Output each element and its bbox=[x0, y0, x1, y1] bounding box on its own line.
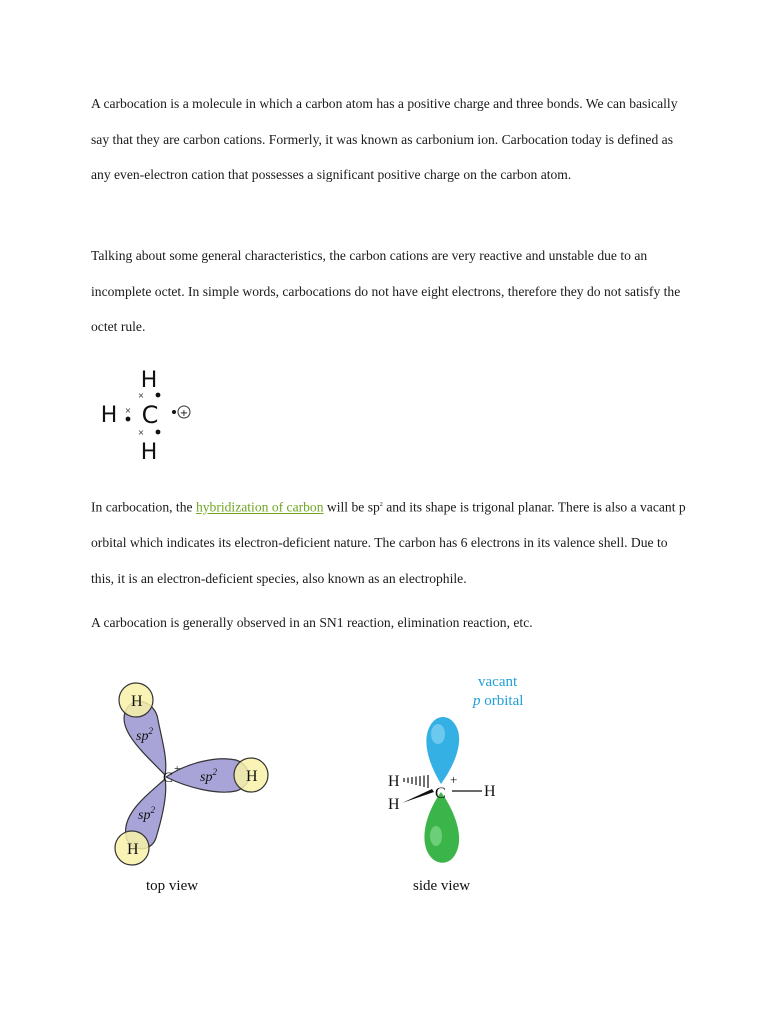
lewis-top-dot bbox=[156, 393, 161, 398]
lewis-top-cross: × bbox=[137, 391, 145, 400]
hybridization-paragraph bbox=[91, 488, 691, 596]
solid-wedge-bond bbox=[402, 789, 434, 803]
intro-paragraph: A carbocation is a molecule in which a carbon atom has a positive charge and three bonds. We can basically say that they are carbon cations. Formerly, it was known as carbonium ion. Carbocation today is defined as any even-electron cation that possesses a significant positive charge on the carbon atom. bbox=[91, 96, 678, 183]
sp2-label-lower: $sp^2$ bbox=[138, 805, 155, 823]
side-view-diagram bbox=[380, 668, 550, 905]
bottom-h-label: H bbox=[127, 841, 139, 858]
top-view-charge: + bbox=[174, 763, 181, 775]
lewis-structure-diagram bbox=[95, 362, 205, 462]
vacant-p-orbital-lower-lobe bbox=[424, 792, 459, 863]
lewis-center-c: C bbox=[141, 401, 159, 429]
p3-text-before-link: In carbocation, the bbox=[91, 499, 196, 515]
lewis-bottom-dot bbox=[156, 430, 161, 435]
right-h-label: H bbox=[246, 768, 258, 785]
p-orbital-label: p orbital bbox=[473, 693, 524, 709]
side-h-left-upper: H bbox=[388, 773, 400, 790]
sp2-label-upper: $sp^2$ bbox=[136, 726, 153, 744]
sp-superscript: 2 bbox=[379, 502, 383, 508]
lewis-left-h: H bbox=[100, 403, 118, 428]
top-h-label: H bbox=[131, 693, 143, 710]
side-view-carbon: C bbox=[435, 785, 446, 802]
lewis-charge: + bbox=[179, 408, 189, 419]
characteristics-paragraph: Talking about some general characteristics, the carbon cations are very reactive and unstable due to an incomplete octet. In simple words, carbocations do not have eight electrons, therefore they do not satisfy the octet rule. bbox=[91, 248, 681, 335]
top-view-caption: top view bbox=[146, 878, 199, 894]
sn1-paragraph: A carbocation is generally observed in an SN1 reaction, elimination reaction, etc. bbox=[91, 615, 533, 630]
lewis-left-cross: × bbox=[124, 406, 132, 415]
vacant-label: vacant bbox=[478, 674, 518, 690]
lewis-left-dot bbox=[126, 417, 131, 422]
lewis-bottom-h: H bbox=[140, 440, 158, 462]
lewis-bottom-cross: × bbox=[137, 428, 145, 437]
p3-text-after-link: will be sp bbox=[323, 499, 380, 515]
hashed-wedge-bond bbox=[404, 775, 428, 788]
upper-lobe-highlight bbox=[431, 724, 445, 744]
side-h-right: H bbox=[484, 783, 496, 800]
side-view-caption: side view bbox=[413, 878, 471, 894]
sp2-label-right: $sp^2$ bbox=[200, 767, 217, 785]
side-view-charge: + bbox=[450, 772, 458, 787]
lewis-right-dot bbox=[172, 410, 176, 414]
p3-text-rest: and its shape is trigonal planar. There is also a vacant p orbital which indicates its electron-deficient nature. The carbon has 6 electrons in its valence shell. Due to this, it is an electron-deficient species, also known as an electrophile. bbox=[91, 499, 686, 586]
lower-lobe-highlight bbox=[430, 826, 442, 846]
side-h-left-lower: H bbox=[388, 796, 400, 813]
lewis-top-h: H bbox=[140, 368, 158, 393]
top-view-carbon: C bbox=[163, 770, 174, 786]
top-view-diagram bbox=[108, 680, 278, 905]
hybridization-of-carbon-link[interactable]: hybridization of carbon bbox=[195, 499, 324, 515]
